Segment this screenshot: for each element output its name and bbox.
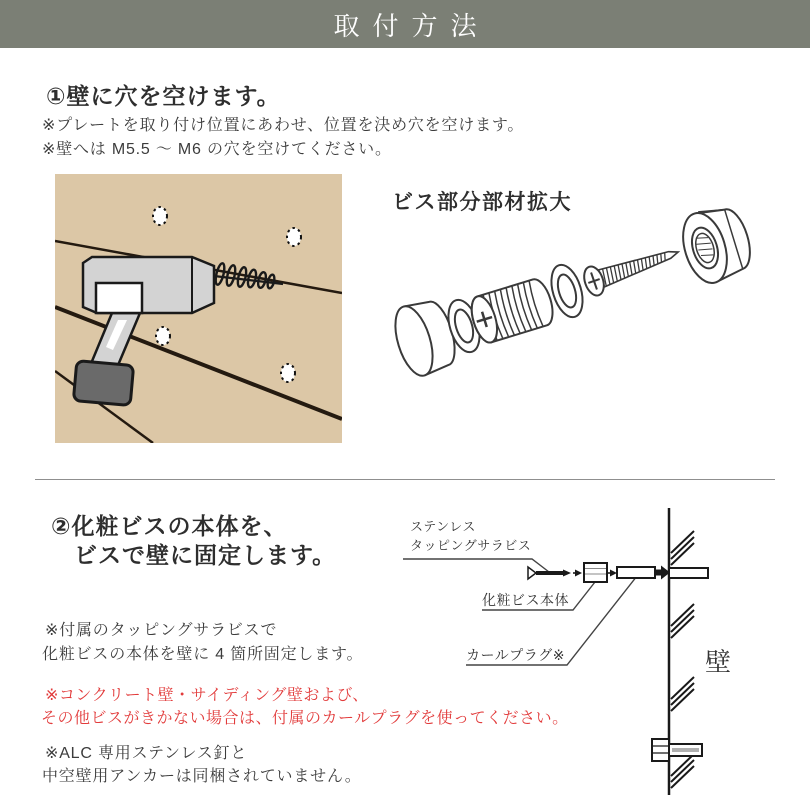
screw-pictogram bbox=[528, 567, 571, 579]
step2-heading-line2: ビスで壁に固定します。 bbox=[74, 542, 337, 568]
label-wall: 壁 bbox=[705, 647, 732, 677]
drill-battery bbox=[73, 361, 133, 406]
threaded-barrel bbox=[467, 276, 558, 345]
drill-illustration bbox=[55, 174, 342, 443]
label-screw-body: 化粧ビス本体 bbox=[482, 592, 569, 608]
warning-line2: その他ビスがきかない場合は、付属のカールプラグを使ってください。 bbox=[41, 710, 569, 727]
header-bar bbox=[0, 0, 810, 48]
step2-note-line1: ※付属のタッピングサラビスで bbox=[45, 622, 278, 639]
step1-note-2: ※壁へは M5.5 ～ M6 の穴を空けてください。 bbox=[42, 141, 392, 158]
step2-note-line2: 化粧ビスの本体を壁に 4 箇所固定します。 bbox=[42, 646, 364, 663]
extra-note-line2: 中空壁用アンカーは同梱されていません。 bbox=[42, 768, 362, 785]
curl-plug-pictogram bbox=[617, 567, 655, 578]
section-divider bbox=[35, 479, 775, 480]
exploded-parts bbox=[388, 200, 757, 380]
step2-heading-line1: ②化粧ビスの本体を、 bbox=[51, 513, 288, 539]
flow-arrow-2 bbox=[608, 570, 617, 577]
step1-note-1: ※プレートを取り付け位置にあわせ、位置を決め穴を空けます。 bbox=[42, 117, 525, 134]
label-curl-plug: カールプラグ※ bbox=[466, 647, 565, 663]
label-stainless-line1: ステンレス bbox=[410, 519, 476, 534]
tapping-screw bbox=[581, 238, 683, 298]
flow-arrow-1 bbox=[573, 570, 582, 577]
screw-body-pictogram bbox=[584, 563, 607, 582]
label-stainless-line2: タッピングサラビス bbox=[410, 538, 532, 553]
step1-heading: ①壁に穴を空けます。 bbox=[46, 83, 281, 109]
drill-label-plate bbox=[96, 283, 142, 313]
installed-screw bbox=[652, 739, 702, 761]
hex-nut bbox=[675, 200, 757, 288]
extra-note-line1: ※ALC 専用ステンレス釘と bbox=[45, 745, 248, 762]
page-title: 取付方法 bbox=[333, 10, 490, 41]
exploded-parts-diagram bbox=[382, 195, 782, 405]
wall-hole bbox=[669, 568, 708, 578]
exploded-diagram-title: ビス部分部材拡大 bbox=[392, 191, 572, 214]
warning-line1: ※コンクリート壁・サイディング壁および、 bbox=[45, 687, 369, 704]
